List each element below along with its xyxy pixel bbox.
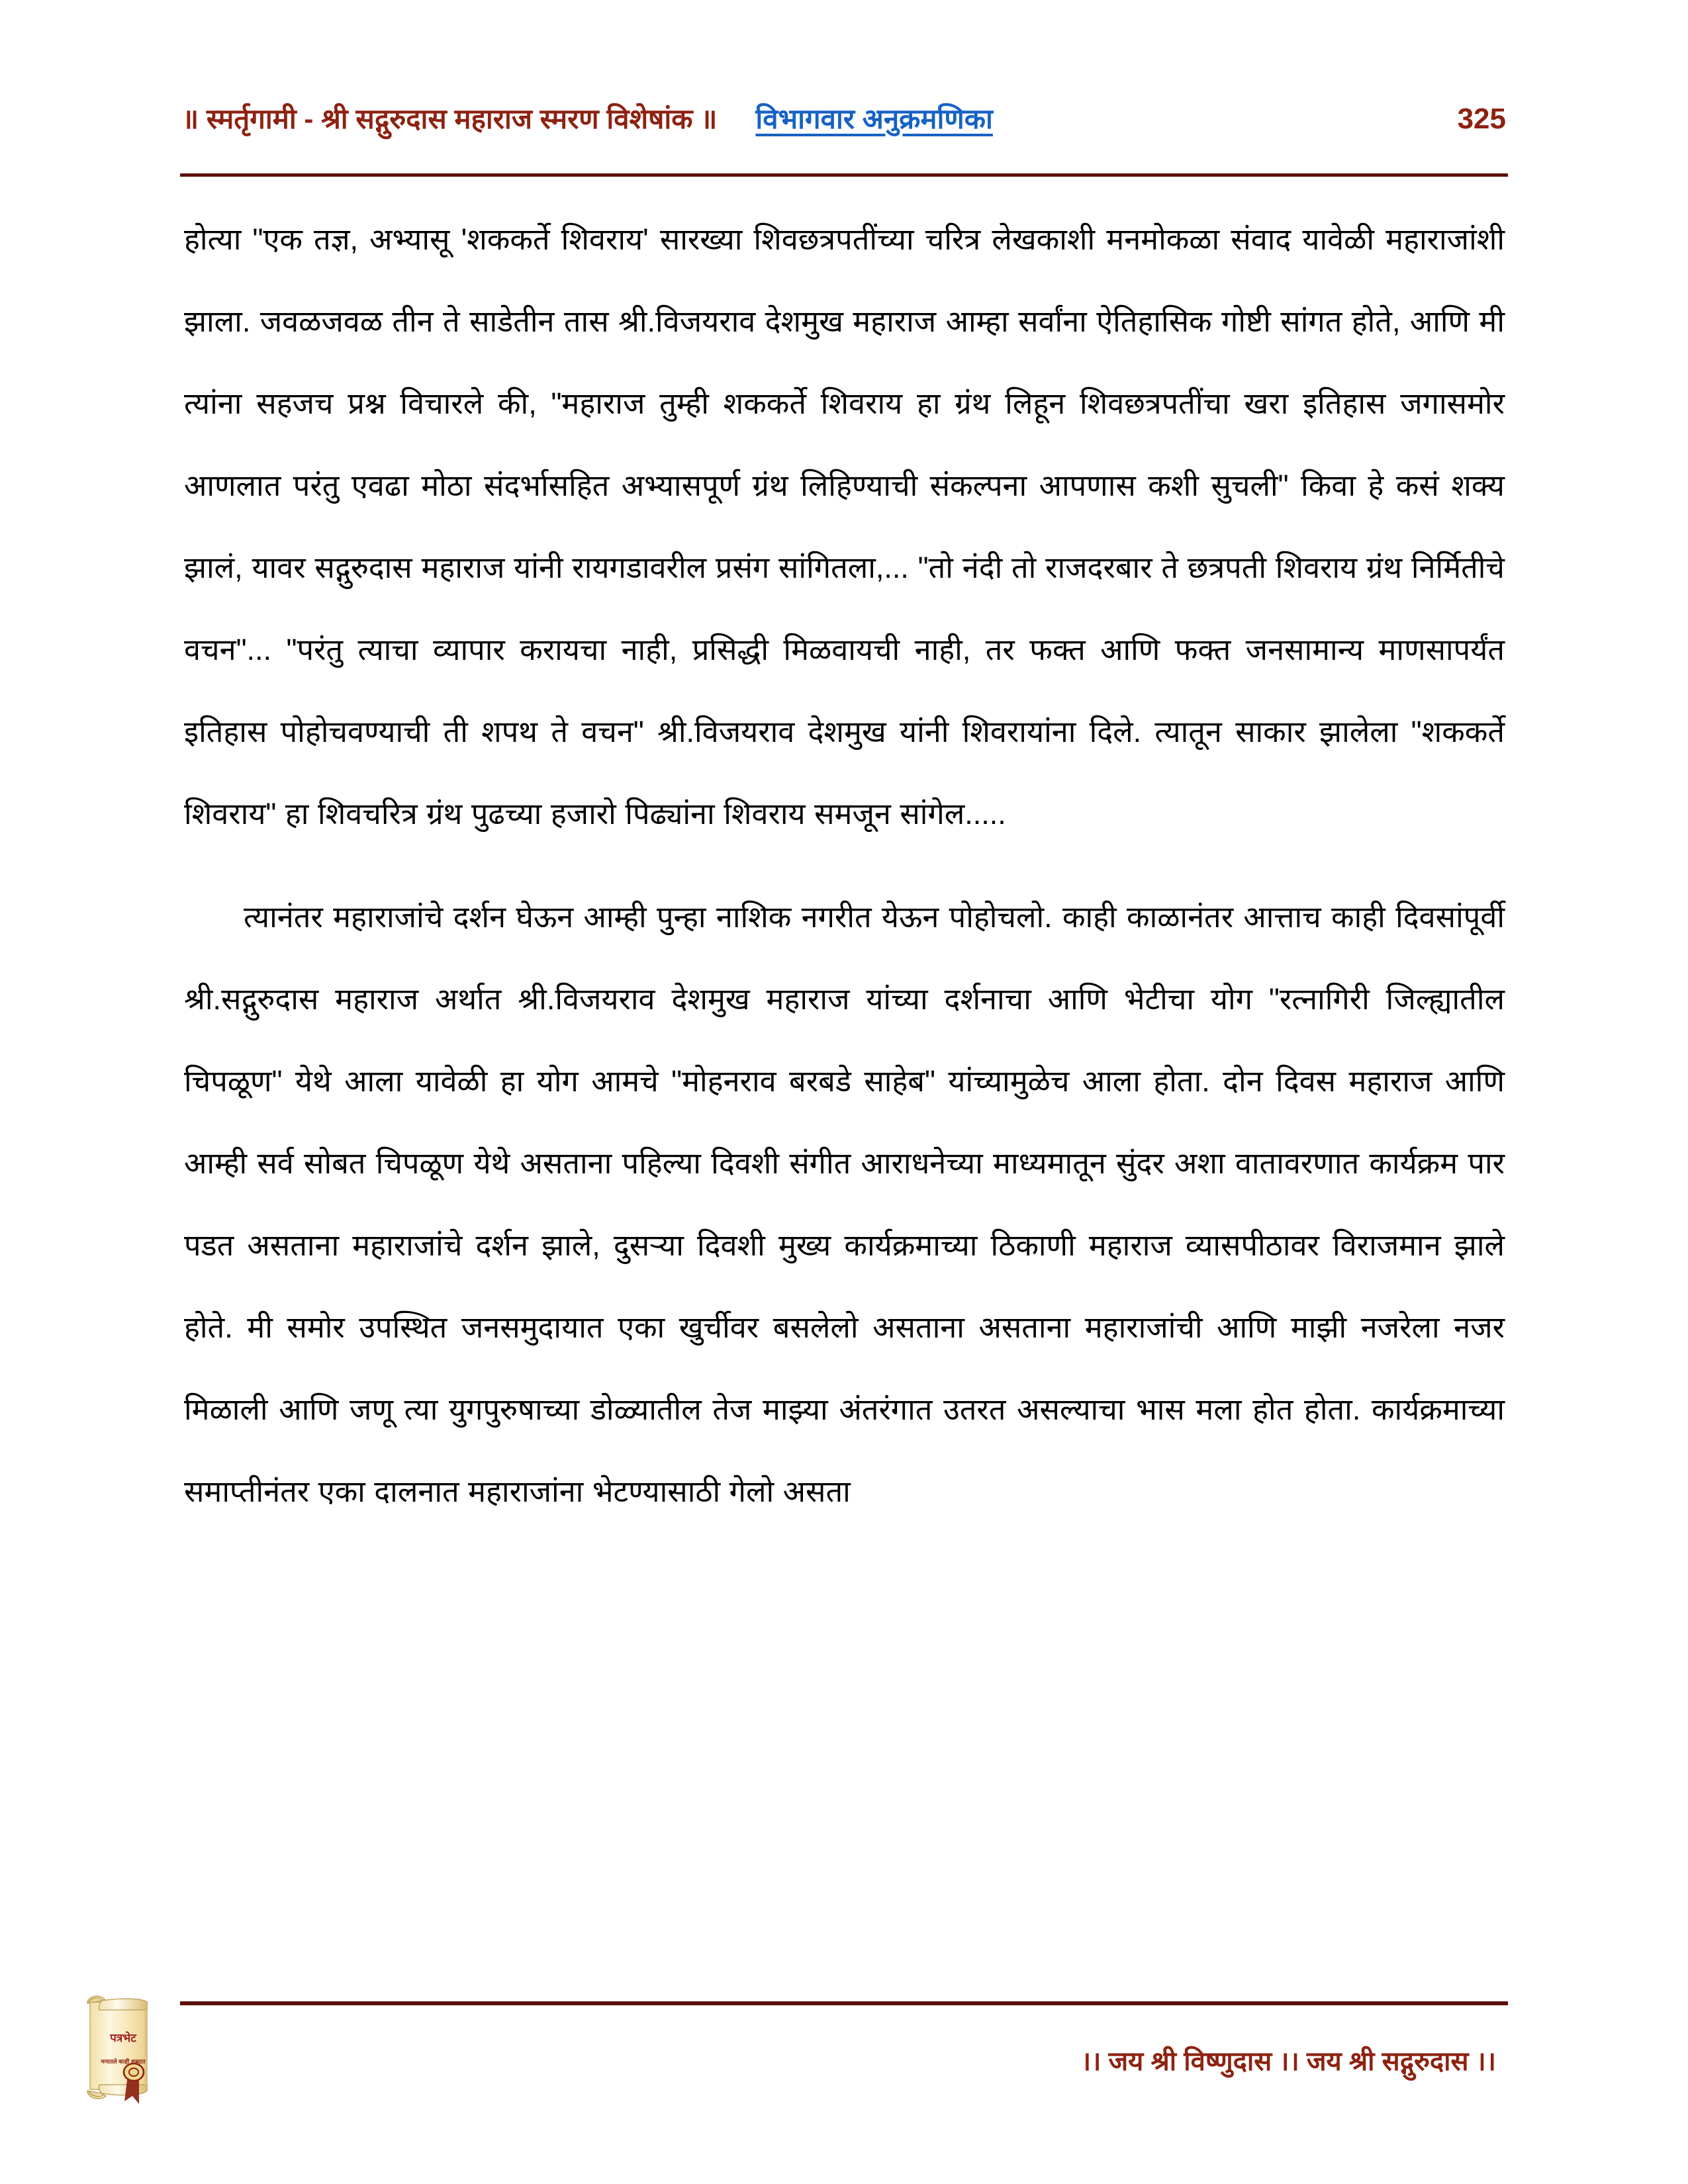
body-content [184,199,1505,1533]
scroll-logo [78,1990,165,2106]
logo-caption: पत्रभेट [110,2032,136,2044]
footer-blessing: ।। जय श्री विष्णुदास ।। जय श्री सद्गुरुदास ।। [1081,2047,1496,2076]
page-number: 325 [1457,102,1506,135]
paragraph-2: त्यानंतर महाराजांचे दर्शन घेऊन आम्ही पुन्हा नाशिक नगरीत येऊन पोहोचलो. काही काळानंतर आत्ताच काही दिवसांपूर्वी श्री.सद्गुरुदास महाराज अर्थात श्री.विजयराव देशमुख महाराज यांच्या दर्शनाचा आणि भेटीचा योग "रत्नागिरी जिल्ह्यातील चिपळूण" येथे आला यावेळी हा योग आमचे "मोहनराव बरबडे साहेब" यांच्यामुळेच आला होता. दोन दिवस महाराज आणि आम्ही सर्व सोबत चिपळूण येथे असताना पहिल्या दिवशी संगीत आराधनेच्या माध्यमातून सुंदर अशा वातावरणात कार्यक्रम पार पडत असताना महाराजांचे दर्शन झाले, दुसऱ्या दिवशी मुख्य कार्यक्रमाच्या ठिकाणी महाराज व्यासपीठावर विराजमान झाले होते. मी समोर उपस्थित जनसमुदायात एका खुर्चीवर बसलेलो असताना असताना महाराजांची आणि माझी नजरेला नजर मिळाली आणि जणू त्या युगपुरुषाच्या डोळ्यातील तेज माझ्या अंतरंगात उतरत असल्याचा भास मला होत होता. कार्यक्रमाच्या समाप्तीनंतर एका दालनात महाराजांना भेटण्यासाठी गेलो असता [184,900,1505,1508]
index-link[interactable]: विभागवार अनुक्रमणिका [755,103,993,134]
logo-subcaption: मनातले काही शब्दात [101,2058,146,2065]
paragraph-1: होत्या "एक तज्ञ, अभ्यासू 'शककर्ते शिवराय' सारख्या शिवछत्रपतींच्या चरित्र लेखकाशी मनमोकळा संवाद यावेळी महाराजांशी झाला. जवळजवळ तीन ते साडेतीन तास श्री.विजयराव देशमुख महाराज आम्हा सर्वांना ऐतिहासिक गोष्टी सांगत होते, आणि मी त्यांना सहजच प्रश्न विचारले की, "महाराज तुम्ही शककर्ते शिवराय हा ग्रंथ लिहून शिवछत्रपतींचा खरा इतिहास जगासमोर आणलात परंतु एवढा मोठा संदर्भासहित अभ्यासपूर्ण ग्रंथ लिहिण्याची संकल्पना आपणास कशी सुचली" किवा हे कसं शक्य झालं, यावर सद्गुरुदास महाराज यांनी रायगडावरील प्रसंग सांगितला,... "तो नंदी तो राजदरबार ते छत्रपती शिवराय ग्रंथ निर्मितीचे वचन"... "परंतु त्याचा व्यापार करायचा नाही, प्रसिद्धी मिळवायची नाही, तर फक्त आणि फक्त जनसामान्य माणसापर्यंत इतिहास पोहोचवण्याची ती शपथ ते वचन" श्री.विजयराव देशमुख यांनी शिवरायांना दिले. त्यातून साकार झालेला "शककर्ते शिवराय" हा शिवचरित्र ग्रंथ पुढच्या हजारो पिढ्यांना शिवराय समजून सांगेल..... [184,222,1505,831]
header-divider [180,173,1508,177]
footer-divider [180,2001,1508,2005]
page-header [182,93,1506,146]
header-title: ॥ स्मर्तृगामी - श्री सद्गुरुदास महाराज स्मरण विशेषांक ॥ [182,103,718,134]
scroll-logo-icon [78,1990,165,2106]
